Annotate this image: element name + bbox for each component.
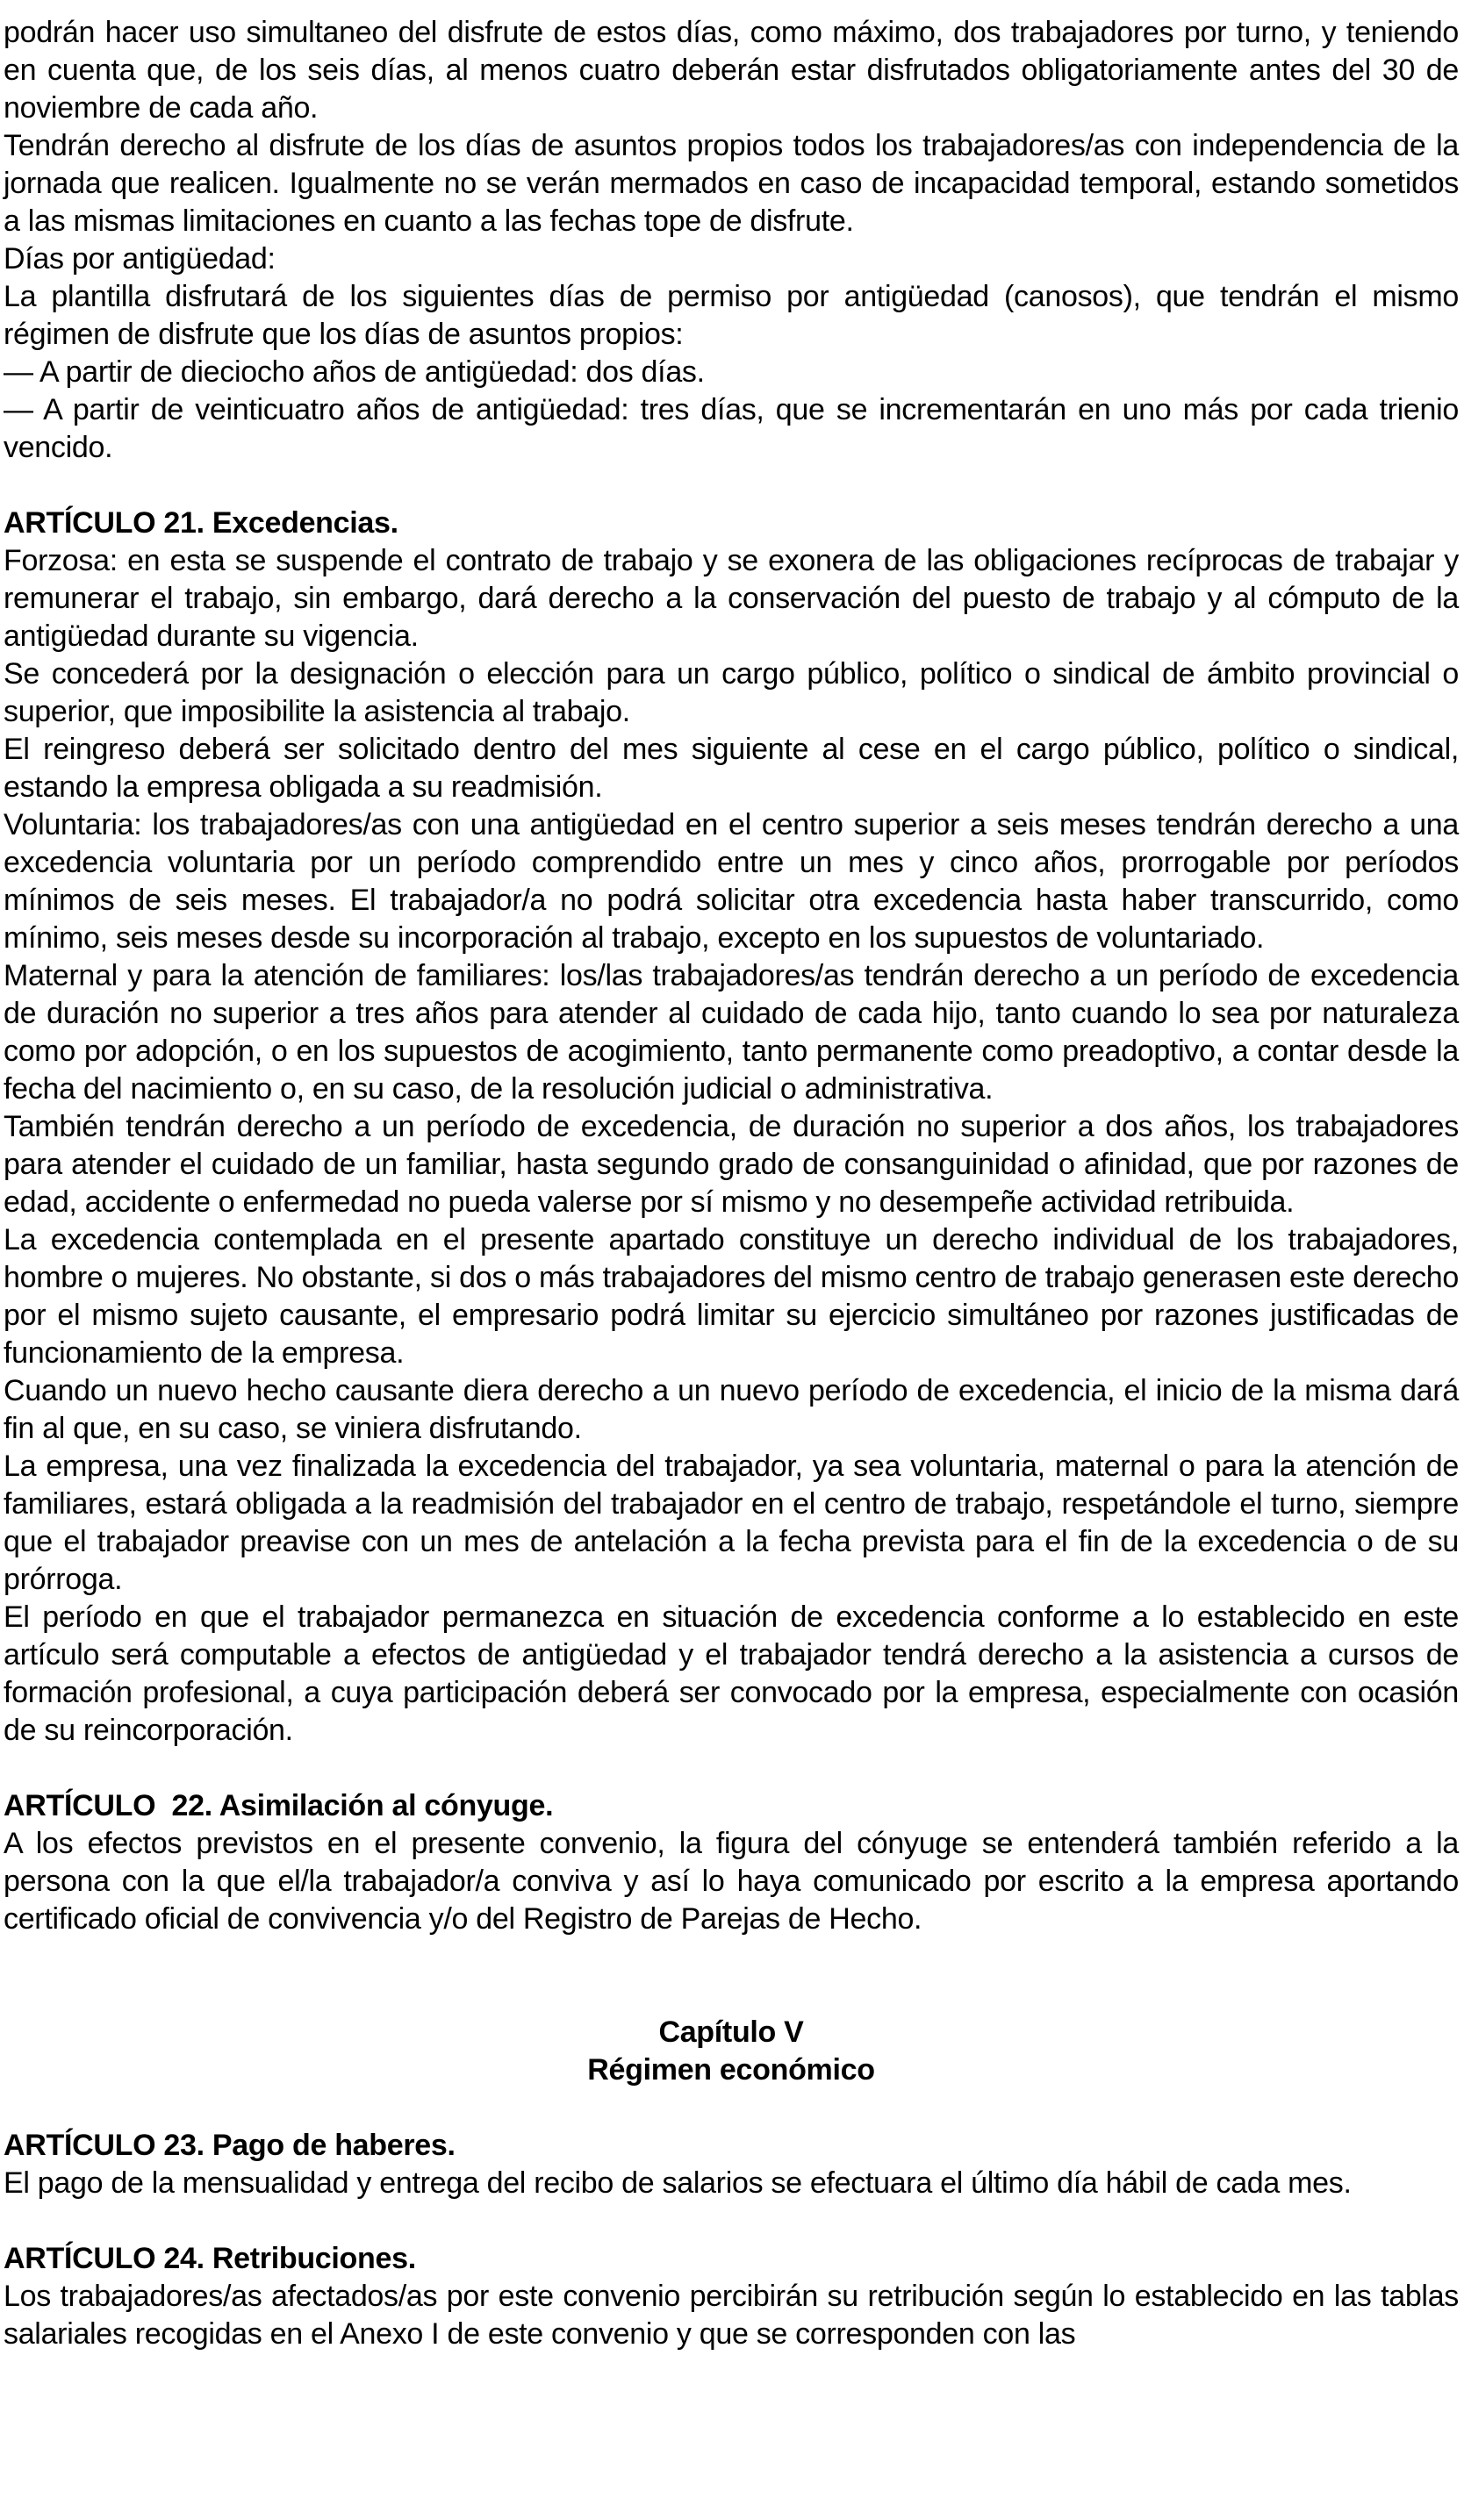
body-paragraph: La excedencia contemplada en el presente apartado constituye un derecho individual de los trabajadores, hombre o mujeres. No obstante, si dos o más trabajadores del mismo centro de trabajo generasen este derecho por el mismo sujeto causante, el empresario podrá limitar su ejercicio simultáneo por razones justificadas de funcionamiento de la empresa.: [4, 1223, 1459, 1370]
list-item: — A partir de dieciocho años de antigüedad: dos días.: [4, 355, 705, 389]
body-paragraph: La empresa, una vez finalizada la excedencia del trabajador, ya sea voluntaria, maternal o para la atención de familiares, estará obligada a la readmisión del trabajador en el centro de trabajo, respetándole el turno, siempre que el trabajador preavise con un mes de antelación a la fecha prevista para el fin de la excedencia o de su prórroga.: [4, 1450, 1459, 1596]
body-paragraph: Maternal y para la atención de familiares: los/las trabajadores/as tendrán derecho a un período de excedencia de duración no superior a tres años para atender al cuidado de cada hijo, tanto cuando lo sea por naturaleza como por adopción, o en los supuestos de acogimiento, tanto permanente como preadoptivo, a contar desde la fecha del nacimiento o, en su caso, de la resolución judicial o administrativa.: [4, 959, 1459, 1106]
article-24-heading: ARTÍCULO 24. Retribuciones.: [4, 2242, 416, 2275]
article-22-heading: ARTÍCULO 22. Asimilación al cónyuge.: [4, 1789, 554, 1822]
body-paragraph: El período en que el trabajador permanezca en situación de excedencia conforme a lo establecido en este artículo será computable a efectos de antigüedad y el trabajador tendrá derecho a la asistencia a cursos de formación profesional, a cuya participación deberá ser convocado por la empresa, especialmente con ocasión de su reincorporación.: [4, 1600, 1459, 1747]
body-paragraph: Los trabajadores/as afectados/as por este convenio percibirán su retribución según lo establecido en las tablas salariales recogidas en el Anexo I de este convenio y que se corresponden con las: [4, 2280, 1459, 2351]
article-21-heading: ARTÍCULO 21. Excedencias.: [4, 506, 398, 540]
chapter-subtitle: Régimen económico: [587, 2053, 875, 2087]
list-item: — A partir de veinticuatro años de antigüedad: tres días, que se incrementarán en uno más por cada trienio vencido.: [4, 393, 1459, 464]
body-paragraph: A los efectos previstos en el presente convenio, la figura del cónyuge se entenderá también referido a la persona con la que el/la trabajador/a conviva y así lo haya comunicado por escrito a la empresa aportando certificado oficial de convivencia y/o del Registro de Parejas de Hecho.: [4, 1827, 1459, 1936]
article-23-heading: ARTÍCULO 23. Pago de haberes.: [4, 2129, 456, 2162]
body-paragraph: El reingreso deberá ser solicitado dentro del mes siguiente al cese en el cargo público, político o sindical, estando la empresa obligada a su readmisión.: [4, 733, 1459, 804]
body-paragraph: La plantilla disfrutará de los siguientes días de permiso por antigüedad (canosos), que tendrán el mismo régimen de disfrute que los días de asuntos propios:: [4, 280, 1459, 351]
body-paragraph: Días por antigüedad:: [4, 242, 276, 276]
chapter-title: Capítulo V: [658, 2015, 804, 2049]
body-paragraph: Tendrán derecho al disfrute de los días de asuntos propios todos los trabajadores/as con independencia de la jornada que realicen. Igualmente no se verán mermados en caso de incapacidad temporal, estando sometidos a las mismas limitaciones en cuanto a las fechas tope de disfrute.: [4, 129, 1459, 238]
body-paragraph: El pago de la mensualidad y entrega del recibo de salarios se efectuara el último día hábil de cada mes.: [4, 2166, 1352, 2200]
body-paragraph: podrán hacer uso simultaneo del disfrute de estos días, como máximo, dos trabajadores por turno, y teniendo en cuenta que, de los seis días, al menos cuatro deberán estar disfrutados obligatoriamente antes del 30 de noviembre de cada año.: [4, 16, 1459, 125]
body-paragraph: También tendrán derecho a un período de excedencia, de duración no superior a dos años, los trabajadores para atender el cuidado de un familiar, hasta segundo grado de consanguinidad o afinidad, que por razones de edad, accidente o enfermedad no pueda valerse por sí mismo y no desempeñe actividad retribuida.: [4, 1110, 1459, 1219]
body-paragraph: Cuando un nuevo hecho causante diera derecho a un nuevo período de excedencia, el inicio de la misma dará fin al que, en su caso, se viniera disfrutando.: [4, 1374, 1459, 1445]
body-paragraph: Se concederá por la designación o elección para un cargo público, político o sindical de ámbito provincial o superior, que imposibilite la asistencia al trabajo.: [4, 657, 1459, 728]
body-paragraph: Forzosa: en esta se suspende el contrato de trabajo y se exonera de las obligaciones recíprocas de trabajar y remunerar el trabajo, sin embargo, dará derecho a la conservación del puesto de trabajo y al cómputo de la antigüedad durante su vigencia.: [4, 544, 1459, 653]
body-paragraph: Voluntaria: los trabajadores/as con una antigüedad en el centro superior a seis meses tendrán derecho a una excedencia voluntaria por un período comprendido entre un mes y cinco años, prorrogable por períodos mínimos de seis meses. El trabajador/a no podrá solicitar otra excedencia hasta haber transcurrido, como mínimo, seis meses desde su incorporación al trabajo, excepto en los supuestos de voluntariado.: [4, 808, 1459, 955]
